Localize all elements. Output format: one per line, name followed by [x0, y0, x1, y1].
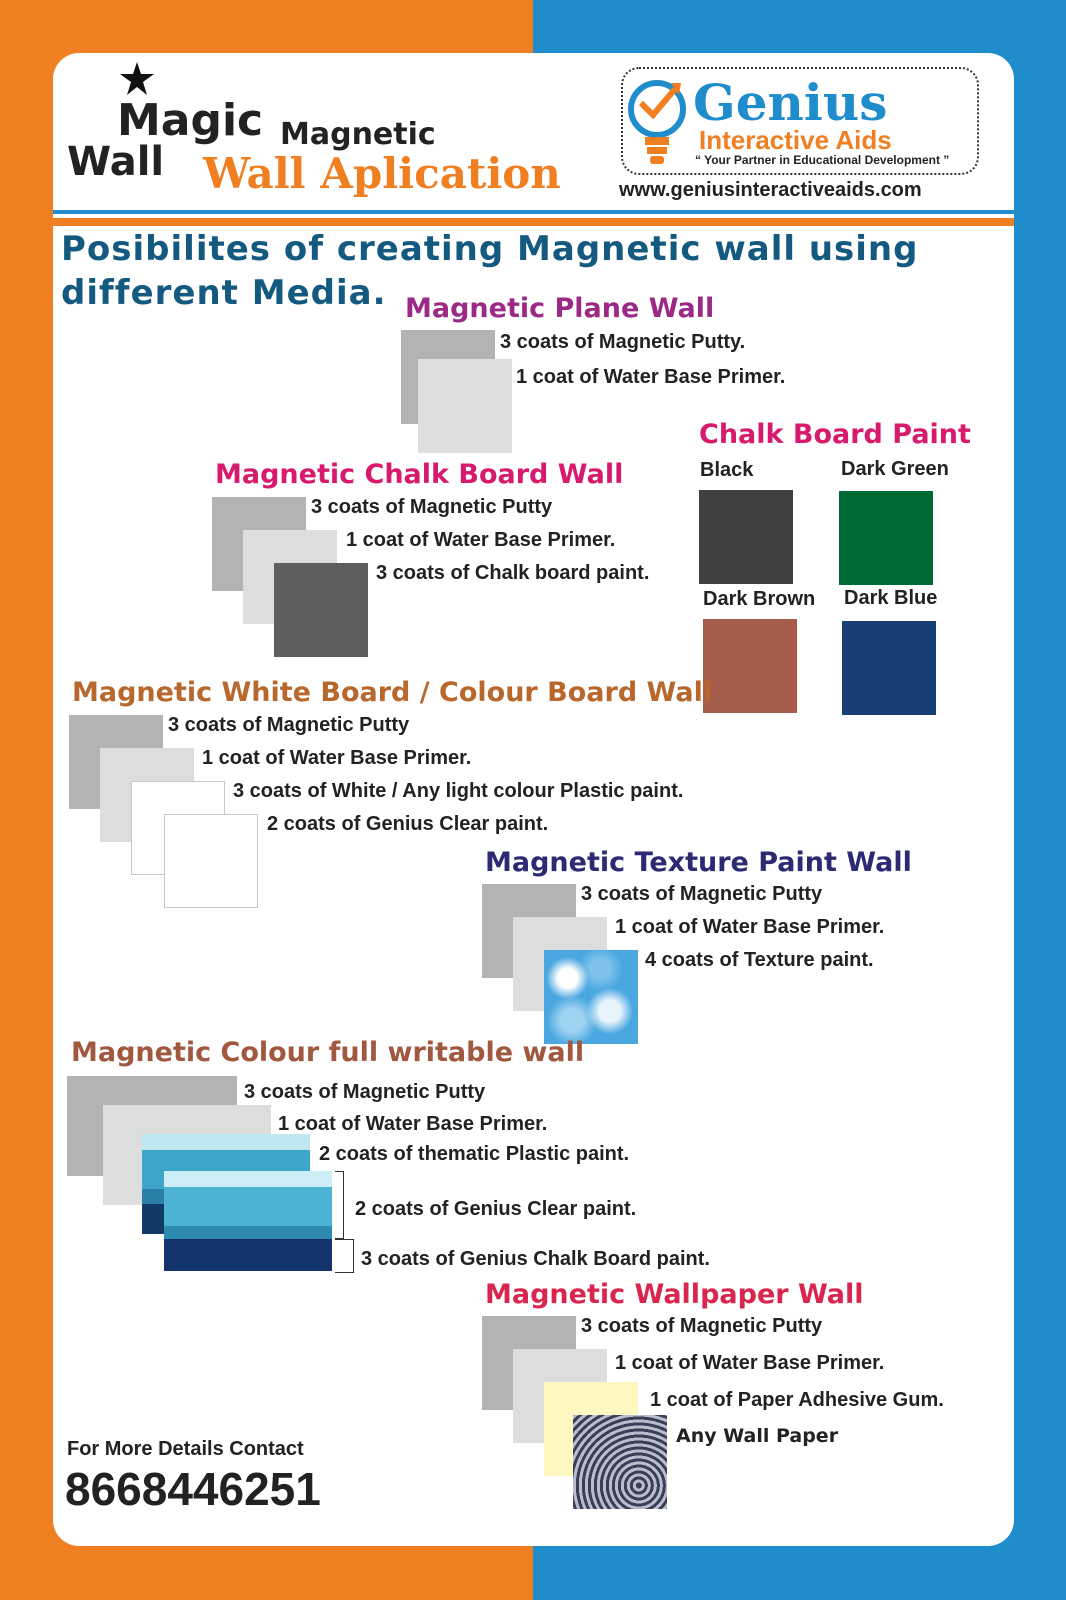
- white-wall-title: Magnetic White Board / Colour Board Wall: [72, 677, 713, 708]
- wallpaper-wall-title: Magnetic Wallpaper Wall: [485, 1279, 864, 1310]
- colour-step-1: 3 coats of Magnetic Putty: [244, 1081, 486, 1103]
- texture-layer-paint: [544, 950, 638, 1044]
- header-rule-blue: [53, 210, 1014, 214]
- white-step-4: 2 coats of Genius Clear paint.: [267, 813, 549, 835]
- header-magnetic: Magnetic: [280, 117, 436, 152]
- contact-phone[interactable]: 8668446251: [65, 1463, 321, 1515]
- colour-layer-clear: [164, 1171, 332, 1271]
- chalk-step-3: 3 coats of Chalk board paint.: [376, 562, 650, 584]
- colour-step-5: 3 coats of Genius Chalk Board paint.: [361, 1248, 710, 1270]
- white-step-1: 3 coats of Magnetic Putty: [168, 714, 410, 736]
- colour-step-4: 2 coats of Genius Clear paint.: [355, 1198, 637, 1220]
- wallpaper-step-1: 3 coats of Magnetic Putty: [581, 1315, 823, 1337]
- white-step-2: 1 coat of Water Base Primer.: [202, 747, 472, 769]
- colour-bracket-chalk: [335, 1239, 354, 1273]
- plane-step-1: 3 coats of Magnetic Putty.: [500, 331, 746, 353]
- logo-wall-text: Wall: [67, 139, 165, 185]
- plane-step-2: 1 coat of Water Base Primer.: [516, 366, 786, 388]
- colour-bracket-clear: [335, 1171, 344, 1239]
- headline-line1: Posibilites of creating Magnetic wall using: [61, 229, 919, 269]
- texture-wall-title: Magnetic Texture Paint Wall: [485, 847, 912, 878]
- bulb-icon: [627, 75, 689, 171]
- wallpaper-step-2: 1 coat of Water Base Primer.: [615, 1352, 885, 1374]
- texture-step-3: 4 coats of Texture paint.: [645, 949, 874, 971]
- texture-step-2: 1 coat of Water Base Primer.: [615, 916, 885, 938]
- chalk-paint-title: Chalk Board Paint: [699, 419, 971, 450]
- chalk-step-1: 3 coats of Magnetic Putty: [311, 496, 553, 518]
- wallpaper-step-3: 1 coat of Paper Adhesive Gum.: [650, 1389, 944, 1411]
- headline-line2: different Media.: [61, 273, 387, 313]
- header-wall-application: Wall Aplication: [203, 149, 561, 198]
- genius-brand-sub: Interactive Aids: [699, 125, 892, 155]
- plane-layer-primer: [418, 359, 512, 453]
- star-icon: [119, 61, 155, 97]
- poster-card: [53, 53, 1014, 1546]
- wallpaper-layer-paper: [573, 1415, 667, 1509]
- genius-brand-name: Genius: [693, 73, 888, 132]
- genius-logo: [621, 67, 979, 175]
- chalk-layer-paint: [274, 563, 368, 657]
- genius-tagline: “ Your Partner in Educational Development ”: [695, 153, 950, 167]
- plane-wall-title: Magnetic Plane Wall: [405, 293, 715, 324]
- swatch-label-dark-brown: Dark Brown: [703, 588, 816, 610]
- swatch-label-dark-blue: Dark Blue: [844, 587, 938, 609]
- colour-step-2: 1 coat of Water Base Primer.: [278, 1113, 548, 1135]
- website-url: www.geniusinteractiveaids.com: [619, 179, 922, 201]
- chalk-wall-title: Magnetic Chalk Board Wall: [215, 459, 624, 490]
- wallpaper-step-4: Any Wall Paper: [676, 1425, 839, 1447]
- contact-label: For More Details Contact: [67, 1438, 304, 1460]
- colour-step-3: 2 coats of thematic Plastic paint.: [319, 1143, 630, 1165]
- logo-magic-text: Magic: [117, 95, 264, 146]
- white-layer-clear: [164, 814, 258, 908]
- swatch-label-black: Black: [700, 459, 754, 481]
- texture-step-1: 3 coats of Magnetic Putty: [581, 883, 823, 905]
- swatch-dark-blue: [842, 621, 936, 715]
- swatch-dark-brown: [703, 619, 797, 713]
- swatch-black: [699, 490, 793, 584]
- colour-wall-title: Magnetic Colour full writable wall: [71, 1037, 585, 1068]
- header-rule-orange: [53, 218, 1014, 226]
- chalk-step-2: 1 coat of Water Base Primer.: [346, 529, 616, 551]
- swatch-label-dark-green: Dark Green: [841, 458, 949, 480]
- swatch-dark-green: [839, 491, 933, 585]
- white-step-3: 3 coats of White / Any light colour Plastic paint.: [233, 780, 684, 802]
